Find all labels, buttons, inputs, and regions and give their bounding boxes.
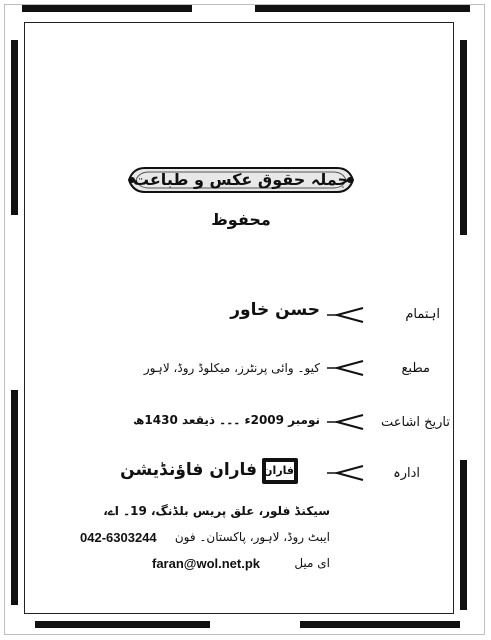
arrow-icon — [325, 462, 365, 484]
value-supervision: حسن خاور — [230, 300, 320, 320]
label-publication-date: تاریخ اشاعت — [381, 415, 450, 430]
border-bar-top-left — [22, 5, 192, 12]
email-address: faran@wol.net.pk — [152, 556, 261, 571]
border-bar-top-right — [255, 5, 470, 12]
logo-text: فاران — [266, 462, 294, 480]
border-bar-bottom-right — [300, 621, 460, 628]
address-line-2: ایبٹ روڈ، لاہور، پاکستان۔ فون — [174, 530, 330, 544]
border-bar-right-top — [460, 40, 467, 235]
value-institution: فاران فاؤنڈیشن — [120, 460, 257, 480]
label-press: مطبع — [401, 361, 430, 376]
border-bar-right-bottom — [460, 460, 467, 610]
phone-number: 042-6303244 — [80, 530, 157, 545]
value-publication-date: نومبر 2009ء ۔۔۔ ذیقعد 1430ھ — [133, 413, 320, 427]
arrow-icon — [325, 411, 365, 433]
arrow-icon — [325, 304, 365, 326]
border-bar-left-bottom — [11, 390, 18, 605]
banner-title: جملہ حقوق عکس و طباعت محفوظ — [132, 170, 350, 229]
border-bar-left-top — [11, 40, 18, 215]
arrow-icon — [325, 357, 365, 379]
foundation-logo — [262, 458, 298, 484]
border-bar-bottom-left — [35, 621, 210, 628]
value-press: کیو۔ وائی پرنٹرز، میکلوڈ روڈ، لاہور — [143, 361, 320, 375]
label-supervision: اہتمام — [405, 307, 440, 322]
address-line-1: سیکنڈ فلور، علق پریس بلڈنگ، 19۔ اے، — [103, 504, 330, 518]
email-label: ای میل — [294, 556, 330, 570]
copyright-banner — [125, 160, 357, 229]
label-institution: ادارہ — [393, 466, 420, 481]
